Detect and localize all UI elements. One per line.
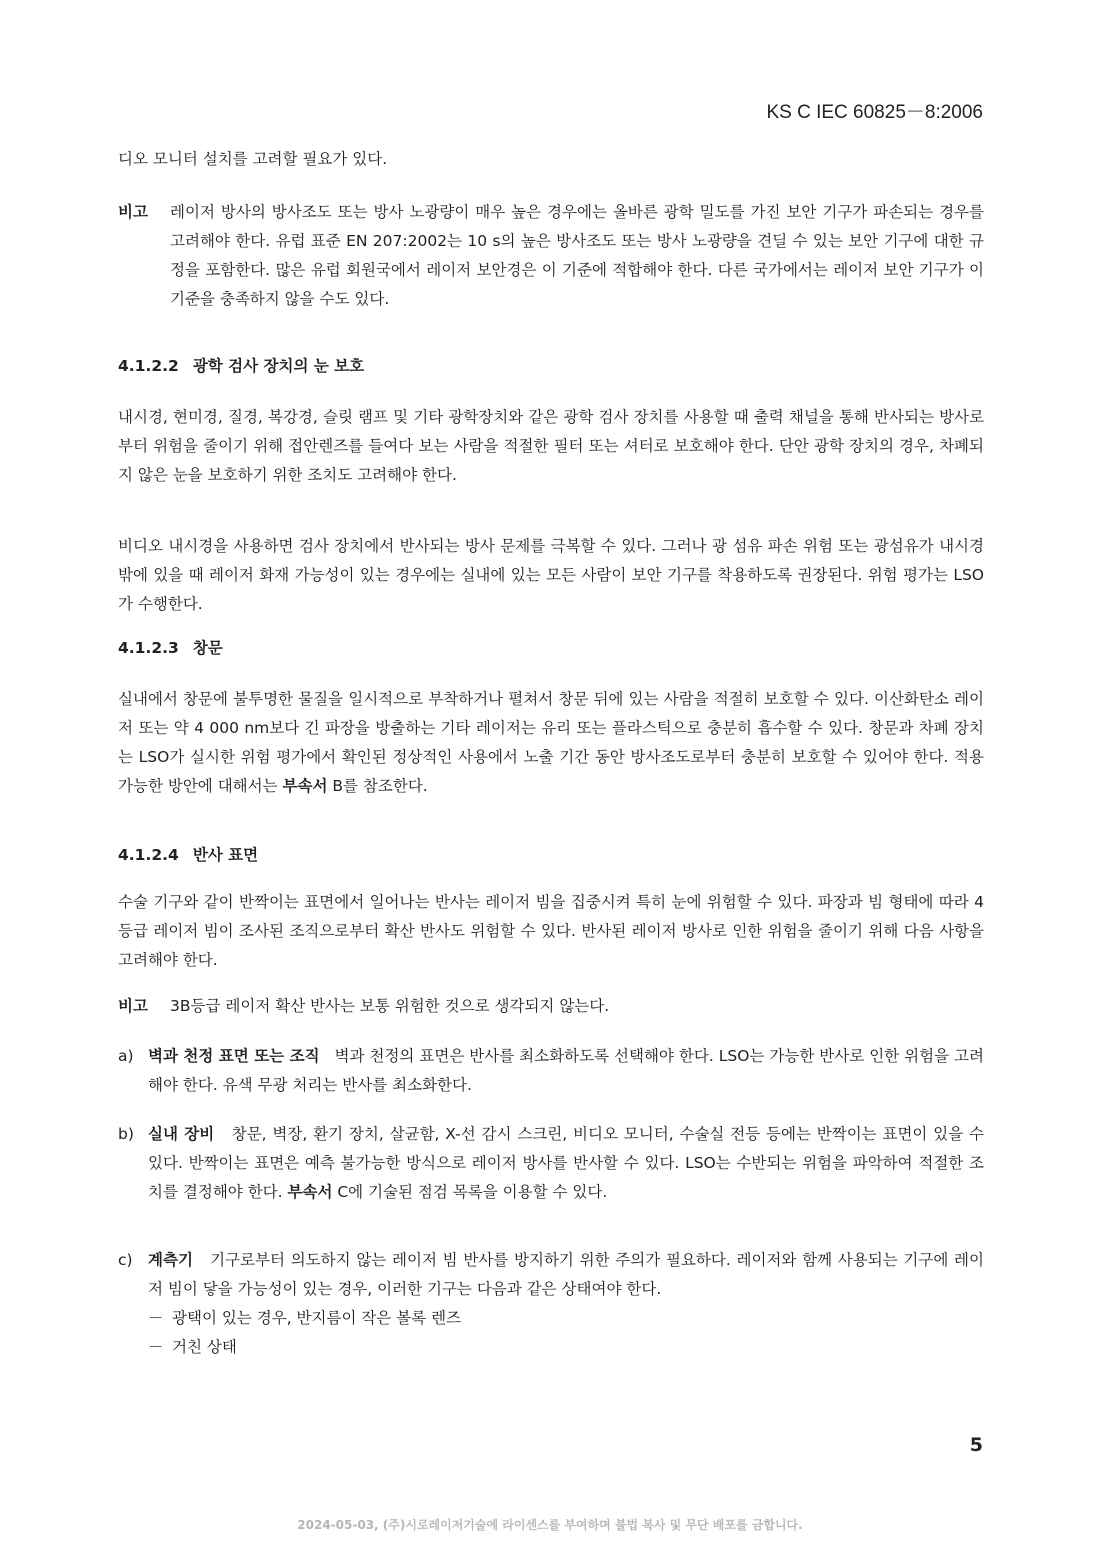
note-label: 비고 [118, 997, 148, 1015]
license-footer: 2024-05-03, (주)시로레이저기술에 라이센스를 부여하며 불법 복사 및 무단 배포를 금합니다. [297, 1518, 803, 1532]
top-paragraph [118, 145, 984, 174]
standard-id-header: KS C IEC 60825－8:2006 [766, 102, 983, 123]
paragraph: 수술 기구와 같이 반짝이는 표면에서 일어나는 반사는 레이저 빔을 집중시켜 특히 눈에 위험할 수 있다. 파장과 빔 형태에 따라 4등급 레이저 빔이 조사된 조직으로부터 확산 반사도 위험할 수 있다. 반사된 레이저 방사로 인한 위험을 줄이기 위해 다음 사항을 고려해야 한다. [118, 893, 984, 969]
list-item-text [148, 1246, 984, 1304]
annex-reference: 부속서 [287, 1183, 333, 1201]
continued-paragraph: 디오 모니터 설치를 고려할 필요가 있다. [118, 150, 388, 168]
list-item-title: 계측기 [148, 1251, 193, 1269]
dash-marker: － [148, 1338, 164, 1356]
note-2 [118, 992, 984, 1021]
list-item-title: 벽과 천정 표면 또는 조직 [148, 1047, 320, 1065]
section-4-1-2-2-body [118, 403, 984, 490]
sub-list-item [148, 1304, 984, 1333]
annex-reference: 부속서 [282, 777, 328, 795]
list-item-body: C에 기술된 점검 목록을 이용할 수 있다. [332, 1183, 608, 1201]
section-title: 광학 검사 장치의 눈 보호 [192, 357, 365, 375]
paragraph-text: 실내에서 창문에 불투명한 물질을 일시적으로 부착하거나 펼쳐서 창문 뒤에 있는 사람을 적절히 보호할 수 있다. 이산화탄소 레이저 또는 약 4 000 nm보다 긴 파장을 방출하는 기타 레이저는 유리 또는 플라스틱으로 충분히 흡수할 수 있다. 창문과 차폐 장치는 LSO가 실시한 위험 평가에서 확인된 정상적인 사용에서 노출 기간 동안 방사조도로부터 충분히 보호할 수 있어야 한다. 적용 가능한 방안에 대해서는 [118, 690, 984, 795]
dash-marker: － [148, 1309, 164, 1327]
section-4-1-2-4-body [118, 888, 984, 975]
list-item-body: 창문, 벽장, 환기 장치, 살균함, X-선 감시 스크린, 비디오 모니터, 수술실 전등 등에는 반짝이는 표면이 있을 수 있다. 반짝이는 표면은 예측 불가능한 방식으로 레이저 방사를 반사할 수 있다. LSO는 수반되는 위험을 파악하여 적절한 조치를 결정해야 한다. [148, 1125, 984, 1201]
list-item-text [148, 1120, 984, 1207]
page-number: 5 [969, 1434, 983, 1456]
paragraph-text: B를 참조한다. [327, 777, 428, 795]
list-item-body: 벽과 천정의 표면은 반사를 최소화하도록 선택해야 한다. LSO는 가능한 반사로 인한 위험을 고려해야 한다. 유색 무광 처리는 반사를 최소화한다. [148, 1047, 984, 1094]
section-4-1-2-2-body-2 [118, 532, 984, 619]
section-4-1-2-3-body [118, 685, 984, 801]
section-number: 4.1.2.3 [118, 639, 179, 657]
list-item-c [118, 1246, 984, 1362]
list-label: c) [118, 1251, 133, 1269]
sub-list-text: 광택이 있는 경우, 반지름이 작은 볼록 렌즈 [172, 1309, 462, 1327]
section-number: 4.1.2.2 [118, 357, 179, 375]
list-item-title: 실내 장비 [148, 1125, 215, 1143]
list-item-body: 기구로부터 의도하지 않는 레이저 빔 반사를 방지하기 위한 주의가 필요하다. 레이저와 함께 사용되는 기구에 레이저 빔이 닿을 가능성이 있는 경우, 이러한 기구는 다음과 같은 상태여야 한다. [148, 1251, 984, 1298]
section-heading-4-1-2-4 [118, 841, 258, 870]
section-heading-4-1-2-2 [118, 352, 364, 381]
sub-list-text: 거친 상태 [172, 1338, 237, 1356]
section-heading-4-1-2-3 [118, 634, 223, 663]
list-label: b) [118, 1125, 134, 1143]
paragraph: 내시경, 현미경, 질경, 복강경, 슬릿 램프 및 기타 광학장치와 같은 광학 검사 장치를 사용할 때 출력 채널을 통해 반사되는 방사로부터 위험을 줄이기 위해 접안렌즈를 들여다 보는 사람을 적절한 필터 또는 셔터로 보호해야 한다. 단안 광학 장치의 경우, 차폐되지 않은 눈을 보호하기 위한 조치도 고려해야 한다. [118, 408, 984, 484]
note-1 [118, 198, 984, 314]
list-label: a) [118, 1047, 134, 1065]
note-text: 3B등급 레이저 확산 반사는 보통 위험한 것으로 생각되지 않는다. [170, 997, 610, 1015]
paragraph [118, 685, 984, 801]
sub-list-item [148, 1333, 984, 1362]
section-title: 창문 [192, 639, 223, 657]
list-item-a [118, 1042, 984, 1100]
note-text: 레이저 방사의 방사조도 또는 방사 노광량이 매우 높은 경우에는 올바른 광학 밀도를 가진 보안 기구가 파손되는 경우를 고려해야 한다. 유럽 표준 EN 207:2002는 10 s의 높은 방사조도 또는 방사 노광량을 견딜 수 있는 보안 기구에 대한 규정을 포함한다. 많은 유럽 회원국에서 레이저 보안경은 이 기준에 적합해야 한다. 다른 국가에서는 레이저 보안 기구가 이 기준을 충족하지 않을 수도 있다. [170, 203, 984, 308]
list-item-b [118, 1120, 984, 1207]
note-label: 비고 [118, 203, 148, 221]
section-number: 4.1.2.4 [118, 846, 179, 864]
paragraph: 비디오 내시경을 사용하면 검사 장치에서 반사되는 방사 문제를 극복할 수 있다. 그러나 광 섬유 파손 위험 또는 광섬유가 내시경 밖에 있을 때 레이저 화재 가능성이 있는 경우에는 실내에 있는 모든 사람이 보안 기구를 착용하도록 권장된다. 위험 평가는 LSO가 수행한다. [118, 537, 984, 613]
section-title: 반사 표면 [192, 846, 259, 864]
list-item-text [148, 1042, 984, 1100]
